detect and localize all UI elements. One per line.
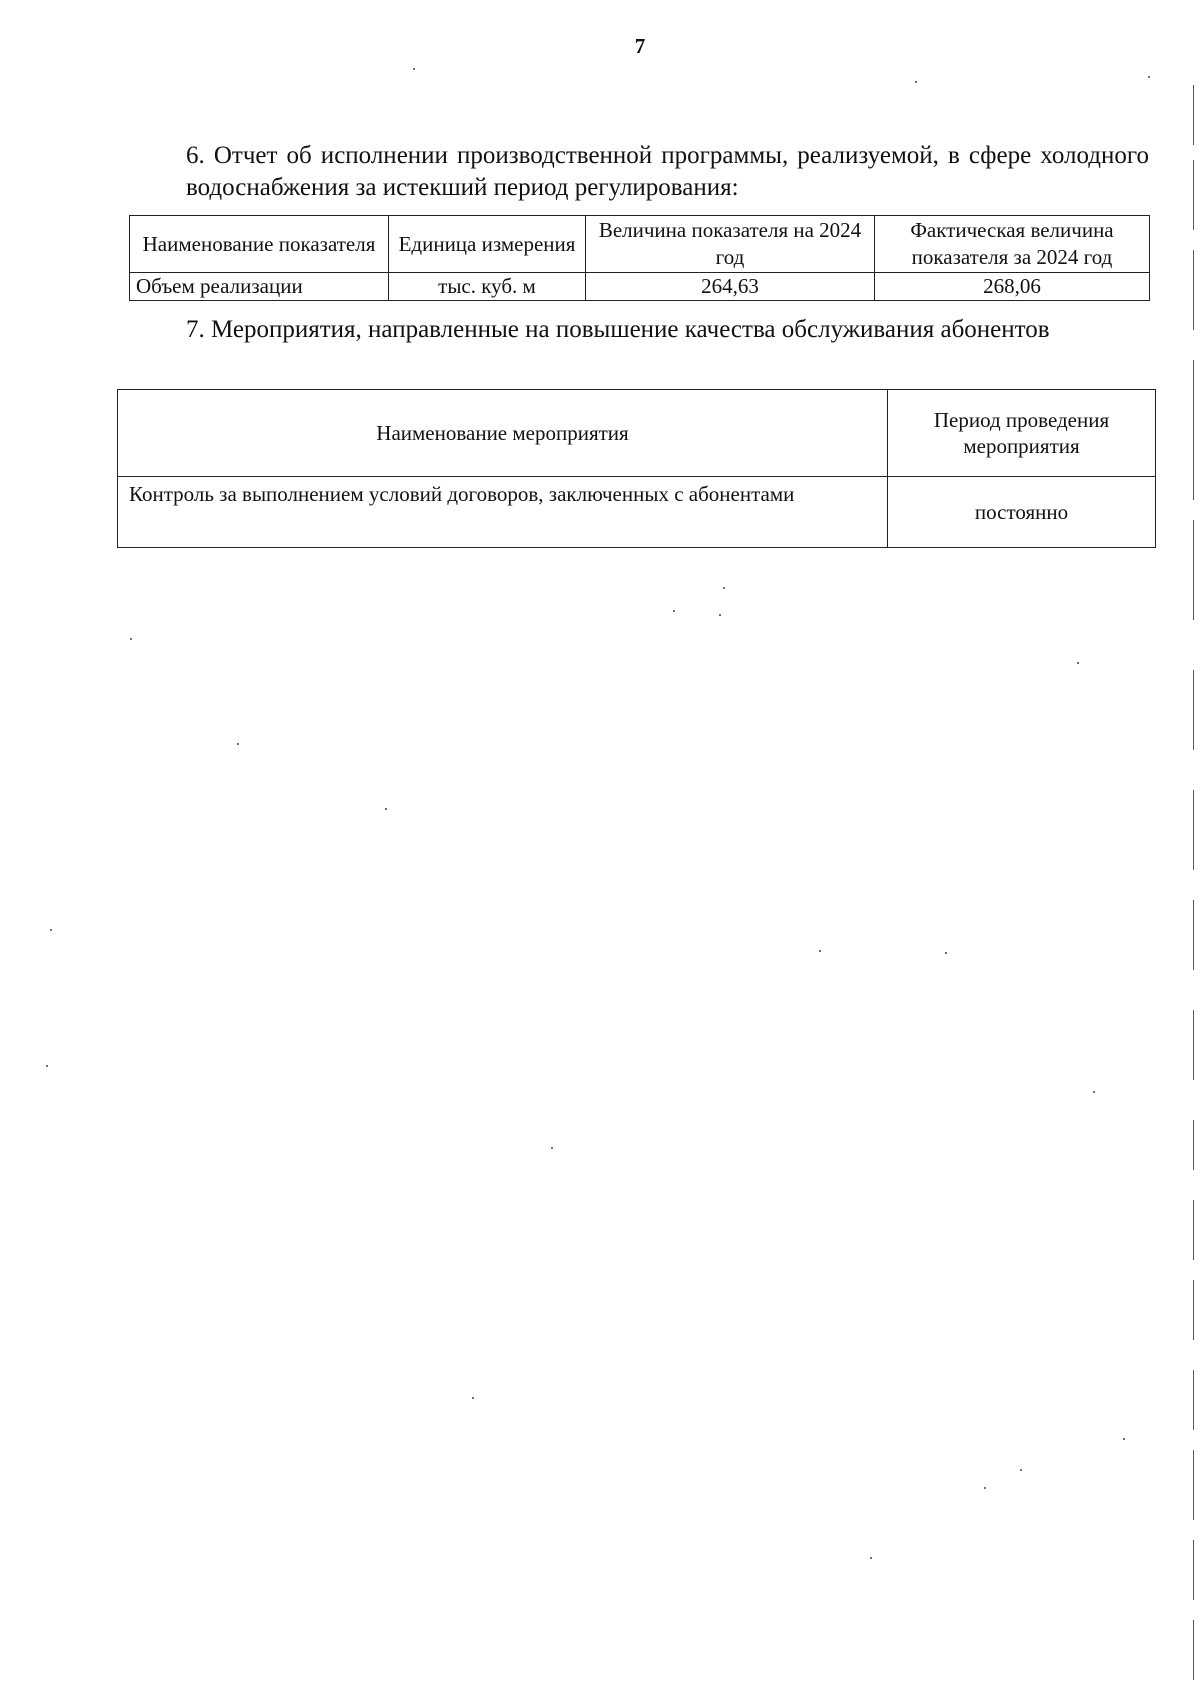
scan-speck — [46, 1065, 48, 1067]
scan-edge-line — [1193, 1120, 1194, 1170]
scan-speck — [819, 950, 821, 952]
header-planned-value: Величина показателя на 2024 год — [586, 216, 875, 273]
header-unit: Единица измерения — [389, 216, 586, 273]
scan-edge-line — [1193, 160, 1194, 230]
scan-speck — [723, 587, 725, 589]
scan-edge-line — [1193, 1200, 1194, 1260]
scan-speck — [945, 952, 947, 954]
scan-edge-line — [1193, 1010, 1194, 1080]
table-header-row — [118, 390, 1156, 477]
scan-speck — [1077, 662, 1079, 664]
section-6-heading — [129, 140, 1149, 204]
scan-speck — [1123, 1438, 1125, 1440]
production-program-table — [129, 215, 1150, 301]
header-activity-name: Наименование мероприятия — [118, 390, 888, 477]
scan-edge-line — [1193, 1450, 1194, 1520]
scan-speck — [870, 1557, 872, 1559]
cell-unit: тыс. куб. м — [389, 273, 586, 301]
scan-edge-line — [1193, 1620, 1194, 1680]
scan-speck — [719, 614, 721, 616]
scan-edge-line — [1193, 900, 1194, 970]
scan-speck — [673, 610, 675, 612]
scan-edge-line — [1193, 1280, 1194, 1340]
scan-edge-line — [1193, 85, 1194, 145]
activities-table — [117, 389, 1156, 548]
table-header-row — [130, 216, 1150, 273]
scan-speck — [1020, 1469, 1022, 1471]
scan-edge-line — [1193, 670, 1194, 750]
page-number: 7 — [634, 34, 646, 58]
scan-speck — [50, 929, 52, 931]
scan-speck — [915, 81, 917, 83]
scan-speck — [413, 68, 415, 70]
scan-speck — [472, 1397, 474, 1399]
section-6-text: 6. Отчет об исполнении производственной программы, реализуемой, в сфере холодного водоснабжения за истекший период регулирования: — [186, 142, 1149, 201]
section-7-text: 7. Мероприятия, направленные на повышение качества обслуживания абонентов — [186, 316, 1050, 343]
header-indicator-name: Наименование показателя — [130, 216, 389, 273]
cell-planned-value: 264,63 — [586, 273, 875, 301]
scan-edge-line — [1193, 520, 1194, 620]
cell-activity-name: Контроль за выполнением условий договоров, заключенных с абонентами — [118, 477, 888, 548]
scan-speck — [1093, 1091, 1095, 1093]
cell-actual-value: 268,06 — [875, 273, 1150, 301]
scan-edge-line — [1193, 360, 1194, 500]
scan-speck — [984, 1487, 986, 1489]
header-actual-value: Фактическая величина показателя за 2024 год — [875, 216, 1150, 273]
scan-edge-line — [1193, 1540, 1194, 1600]
cell-activity-period: постоянно — [888, 477, 1156, 548]
scan-speck — [237, 743, 239, 745]
cell-indicator-name: Объем реализации — [130, 273, 389, 301]
scan-edge-line — [1193, 1370, 1194, 1430]
table-row — [118, 477, 1156, 548]
table-row — [130, 273, 1150, 301]
scan-speck — [1148, 76, 1150, 78]
scan-edge-line — [1193, 250, 1194, 330]
header-activity-period: Период проведения мероприятия — [888, 390, 1156, 477]
scan-speck — [551, 1147, 553, 1149]
scan-edge-line — [1193, 790, 1194, 870]
scan-speck — [130, 638, 132, 640]
scan-speck — [385, 808, 387, 810]
section-7-heading — [129, 314, 1149, 346]
